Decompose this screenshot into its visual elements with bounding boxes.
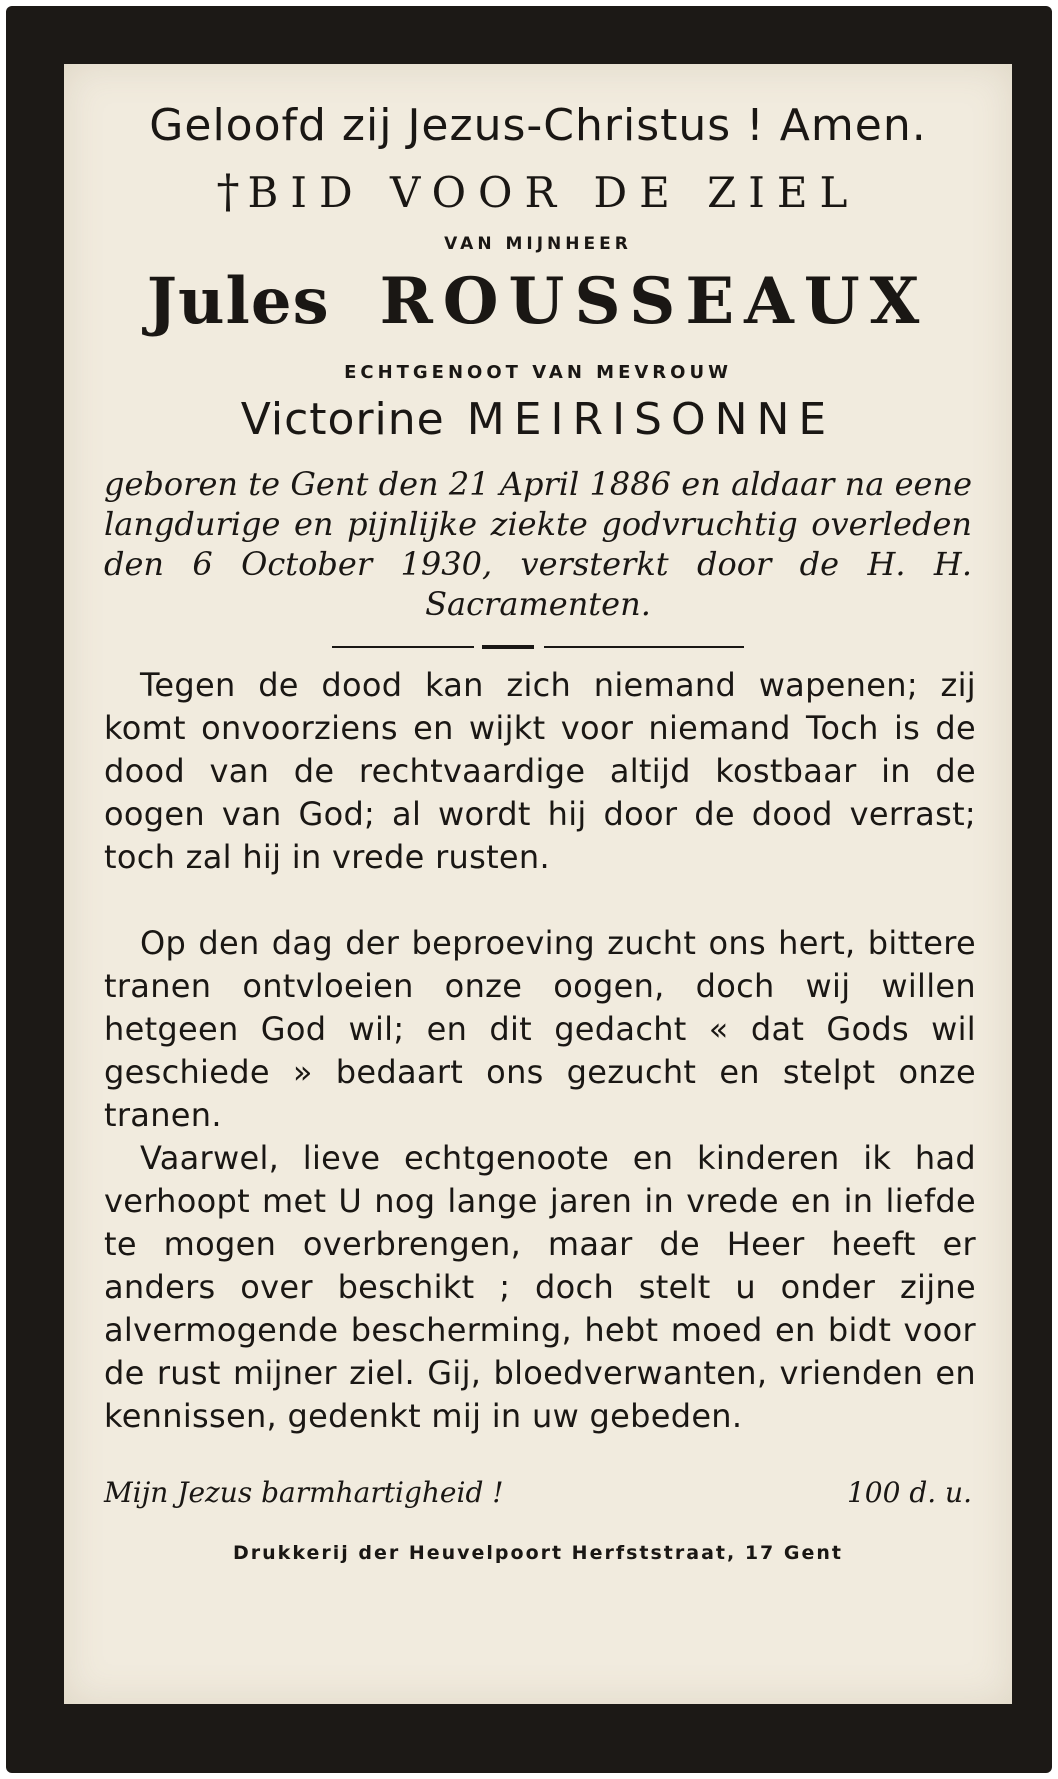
ornamental-divider [332,644,744,650]
spouse-label: ECHTGENOOT VAN MEVROUW [344,362,732,383]
printer-credit: Drukkerij der Heuvelpoort Herfststraat, 17 Gent [233,1542,843,1564]
indulgence-text: 100 d. u. [846,1476,972,1509]
cross-icon: † [216,164,240,218]
footer [104,1476,972,1516]
prayer-line [64,164,1012,218]
deceased-first-name: Jules [146,264,330,339]
paragraph-trial: Op den dag der beproeving zucht ons hert, bittere tranen ontvloeien onze oogen, doch wij willen hetgeen God wil; en dit gedacht « dat Gods wil geschiede » bedaart ons gezucht en stelpt onze tranen. [104,924,976,1134]
van-mijnheer-label: VAN MIJNHEER [444,234,632,254]
prayer-text: BID VOOR DE ZIEL [247,168,860,217]
praise-heading: Geloofd zij Jezus-Christus ! Amen. [149,100,927,151]
memorial-card-paper [64,64,1012,1704]
paragraph-farewell: Vaarwel, lieve echtgenoote en kinderen ik had verhoopt met U nog lange jaren in vrede en in liefde te mogen overbrengen, maar de Heer heeft er anders over beschikt ; doch stelt u onder zijne alvermogende bescherming, hebt moed en bidt voor de rust mijner ziel. Gij, bloedverwanten, vrienden en kennissen, gedenkt mij in uw gebeden. [104,1139,976,1435]
biography-text: geboren te Gent den 21 April 1886 en aldaar na eene langdurige en pijnlijke ziekte godvruchtig overleden den 6 October 1930, versterkt door de H. H. Sacramenten. [104,465,972,623]
deceased-name [64,264,1012,339]
spouse-first-name: Victorine [240,394,445,445]
memorial-card-border [6,6,1052,1773]
spouse-last-name: MEIRISONNE [466,394,836,445]
deceased-last-name: ROUSSEAUX [379,264,930,339]
invocation-text: Mijn Jezus barmhartigheid ! [104,1476,504,1509]
spouse-name [64,394,1012,445]
paragraph-death: Tegen de dood kan zich niemand wapenen; zij komt onvoorziens en wijkt voor niemand Toch is de dood van de rechtvaardige altijd kostbaar in de oogen van God; al wordt hij door de dood verrast; toch zal hij in vrede rusten. [104,666,976,876]
